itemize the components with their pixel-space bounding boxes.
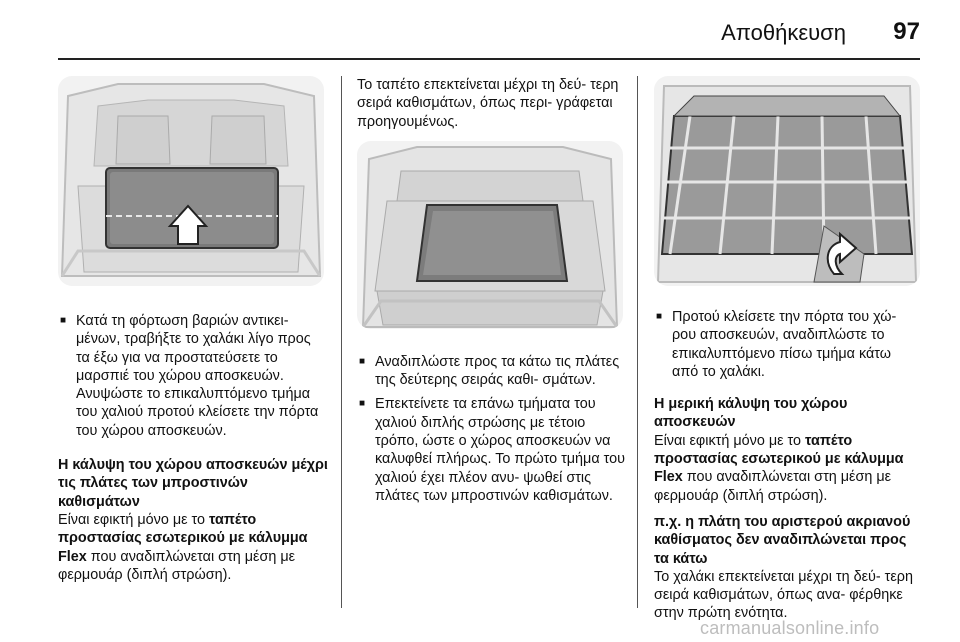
column-2 (357, 76, 625, 505)
bullet-item (357, 395, 625, 505)
paragraph-bold-text: ταπέτο προστασίας εσωτερικού με κάλυμμα Flex (654, 432, 904, 486)
trunk-illustration-2 (357, 141, 623, 329)
column-divider (341, 76, 342, 608)
subsection-heading: π.χ. η πλάτη του αριστερού ακριανού καθίσματος δεν αναδιπλώνεται προς τα κάτω (654, 513, 911, 567)
column-divider (637, 76, 638, 608)
header-rule (58, 58, 920, 60)
bullet-marker: ■ (60, 315, 67, 326)
page-title: Αποθήκευση (721, 20, 846, 45)
bullet-item (58, 312, 328, 440)
bullet-text: Επεκτείνετε τα επάνω τμήματα του χαλιού διπλής στρώσης με τέτοιο τρόπο, ώστε ο χώρος αποσκευών να καλυφθεί πλήρως. Το πρώτο τμήμα του χαλιού έχει πλέον ανυ- ψωθεί στις πλάτες των μπροστινών καθισμάτων. (375, 396, 626, 504)
trunk-illustration-3 (654, 76, 920, 286)
page-number: 97 (893, 18, 920, 45)
paragraph-text: Είναι εφικτή μόνο με το (58, 511, 210, 528)
bullet-text: Κατά τη φόρτωση βαριών αντικει- μένων, τραβήξτε το χαλάκι λίγο προς τα έξω για να προστατεύσετε το μαρσπιέ του χώρου αποσκευών. Ανυψώστε το επικαλυπτόμενο τμήμα του χαλιού προτού κλείσετε την πόρτα του χώρου αποσκευών. (76, 313, 319, 439)
section-heading: Η μερική κάλυψη του χώρου αποσκευών (654, 396, 848, 431)
paragraph-text: που αναδιπλώνεται στη μέση με φερμουάρ (διπλή στρώση). (654, 469, 892, 504)
bullet-marker: ■ (359, 355, 366, 367)
page-header (58, 14, 920, 46)
paragraph (654, 432, 920, 505)
paragraph (58, 511, 328, 584)
paragraph: Το χαλάκι επεκτείνεται μέχρι τη δεύ- τερη σειρά καθισμάτων, όπως ανα- φέρθηκε στην πρώτη ενότητα. (654, 568, 913, 622)
paragraph-text: Είναι εφικτή μόνο με το (654, 432, 806, 449)
bullet-text: Αναδιπλώστε προς τα κάτω τις πλάτες της δεύτερης σειράς καθι- σμάτων. (375, 353, 620, 389)
bullet-item (357, 353, 625, 390)
bullet-text: Προτού κλείσετε την πόρτα του χώ- ρου αποσκευών, αναδιπλώστε το επικαλυπτόμενο πίσω τμήμα κάτω από το χαλάκι. (672, 309, 897, 380)
section-heading: Η κάλυψη του χώρου αποσκευών μέχρι τις πλάτες των μπροστινών καθισμάτων (58, 457, 328, 510)
watermark: carmanualsonline.info (700, 618, 880, 638)
column-3 (654, 76, 920, 623)
bullet-marker: ■ (656, 311, 663, 322)
figure-mat-grid (654, 76, 920, 286)
bullet-item (654, 308, 920, 381)
trunk-illustration-1 (58, 76, 324, 286)
bullet-marker: ■ (359, 398, 366, 410)
paragraph-bold-text: ταπέτο προστασίας εσωτερικού με κάλυμμα Flex (58, 511, 308, 565)
column-1 (58, 76, 328, 584)
figure-seats-folded (357, 141, 623, 329)
intro-paragraph: Το ταπέτο επεκτείνεται μέχρι τη δεύ- τερη σειρά καθισμάτων, όπως περι- γράφεται προηγουμένως. (357, 77, 619, 130)
figure-mat-pulled-out (58, 76, 324, 286)
paragraph-text: που αναδιπλώνεται στη μέση με φερμουάρ (διπλή στρώση). (58, 548, 296, 583)
